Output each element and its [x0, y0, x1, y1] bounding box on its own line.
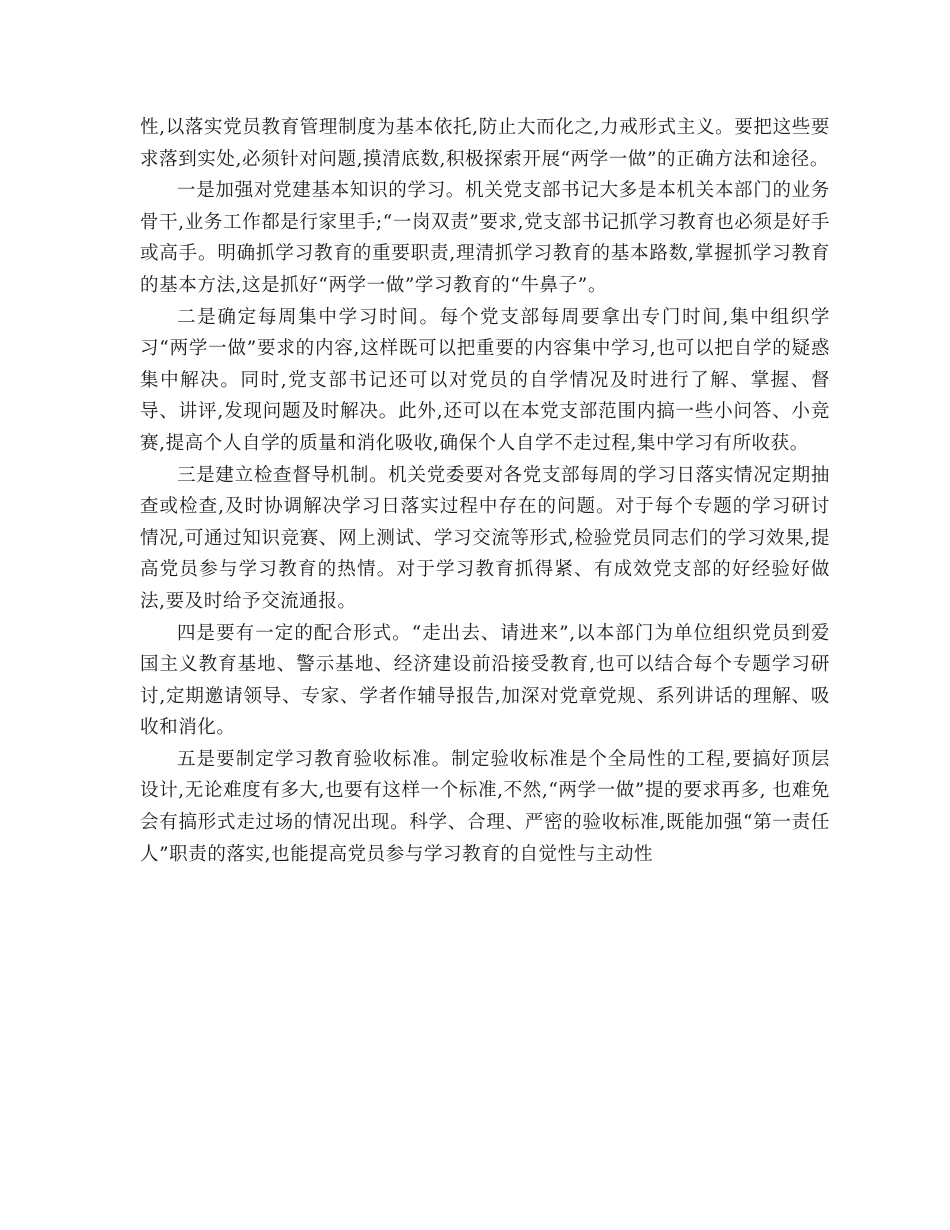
- paragraph-point-four: 四是要有一定的配合形式。“走出去、请进来”,以本部门为单位组织党员到爱国主义教育基地、警示基地、经济建设前沿接受教育,也可以结合每个专题学习研讨,定期邀请领导、专家、学者作辅导报告,加深对党章党规、系列讲话的理解、吸收和消化。: [140, 622, 830, 739]
- paragraph-point-five: 五是要制定学习教育验收标准。制定验收标准是个全局性的工程,要搞好顶层设计,无论难度有多大,也要有这样一个标准,不然,“两学一做”提的要求再多, 也难免会有搞形式走过场的情况出现。科学、合理、严密的验收标准,既能加强“第一责任人”职责的落实,也能提高党员参与学习教育的自觉性与主动性: [140, 748, 830, 865]
- paragraph-continuation: 性,以落实党员教育管理制度为基本依托,防止大而化之,力戒形式主义。要把这些要求落到实处,必须针对问题,摸清底数,积极探索开展“两学一做”的正确方法和途径。: [140, 117, 830, 170]
- paragraph-point-three: 三是建立检查督导机制。机关党委要对各党支部每周的学习日落实情况定期抽查或检查,及时协调解决学习日落实过程中存在的问题。对于每个专题的学习研讨情况,可通过知识竞赛、网上测试、学习交流等形式,检验党员同志们的学习效果,提高党员参与学习教育的热情。对于学习教育抓得紧、有成效党支部的好经验好做法,要及时给予交流通报。: [140, 464, 830, 612]
- paragraph-point-one: 一是加强对党建基本知识的学习。机关党支部书记大多是本机关本部门的业务骨干,业务工作都是行家里手;“一岗双责”要求,党支部书记抓学习教育也必须是好手或高手。明确抓学习教育的重要职责,理清抓学习教育的基本路数,掌握抓学习教育的基本方法,这是抓好“两学一做”学习教育的“牛鼻子”。: [140, 180, 830, 296]
- paragraph-point-two: 二是确定每周集中学习时间。每个党支部每周要拿出专门时间,集中组织学习“两学一做”要求的内容,这样既可以把重要的内容集中学习,也可以把自学的疑惑集中解决。同时,党支部书记还可以对党员的自学情况及时进行了解、掌握、督导、讲评,发现问题及时解决。此外,还可以在本党支部范围内搞一些小问答、小竞赛,提高个人自学的质量和消化吸收,确保个人自学不走过程,集中学习有所收获。: [140, 306, 830, 454]
- document-body: [140, 112, 830, 870]
